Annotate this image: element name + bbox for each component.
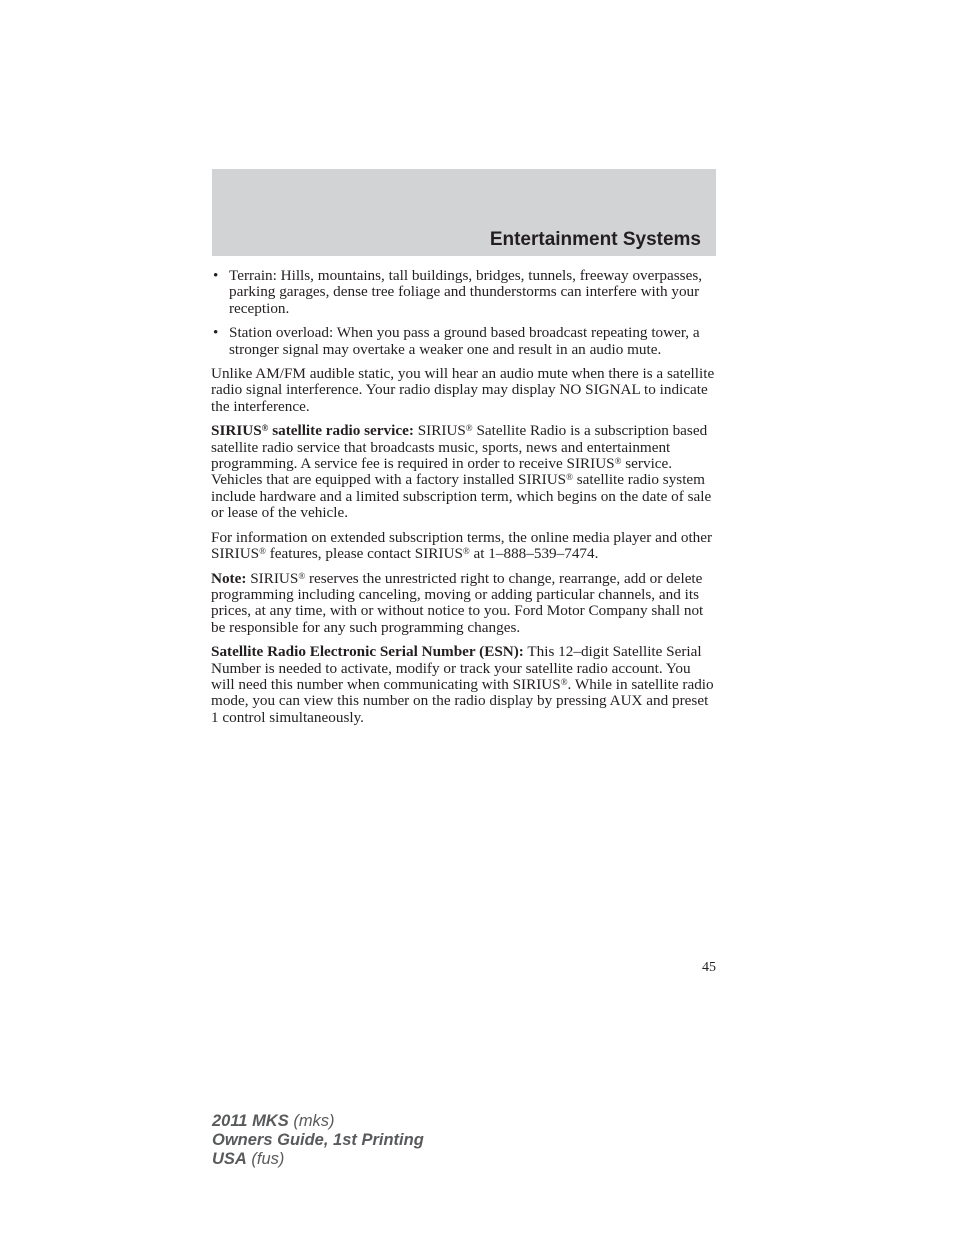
footer-market: USA bbox=[212, 1150, 247, 1168]
paragraph-note bbox=[211, 571, 717, 637]
term-heading bbox=[211, 422, 414, 439]
bullet-list bbox=[211, 268, 717, 358]
paragraph-text: satellite radio system include hardware and a limited subscription term, which begins on the date of sale or lease of the vehicle. bbox=[211, 471, 712, 522]
section-header-band bbox=[212, 169, 716, 256]
list-item bbox=[211, 268, 717, 317]
list-item-text: Station overload: When you pass a ground based broadcast repeating tower, a stronger signal may overtake a weaker one and result in an audio mute. bbox=[229, 324, 700, 358]
paragraph-static bbox=[211, 366, 717, 415]
paragraph-text: . While in satellite radio mode, you can view this number on the radio display by pressing AUX and preset 1 control simultaneously. bbox=[211, 675, 714, 726]
term-text: SIRIUS bbox=[211, 422, 262, 440]
footer-market-code: (fus) bbox=[246, 1150, 285, 1168]
paragraph-text: service. Vehicles that are equipped with a factory installed SIRIUS bbox=[211, 455, 673, 489]
registered-mark: ® bbox=[465, 423, 473, 434]
paragraph-text: at 1–888–539–7474. bbox=[469, 545, 599, 563]
footer-imprint bbox=[212, 1112, 424, 1169]
paragraph-text: Satellite Radio is a subscription based satellite radio service that broadcasts music, sports, news and entertainment programming. A service fee is required in order to receive SIRIUS bbox=[211, 422, 708, 473]
paragraph-text: This 12–digit Satellite Serial Number is needed to activate, modify or track your satellite radio account. You will need this number when communicating with SIRIUS bbox=[211, 643, 702, 693]
paragraph-text: reserves the unrestricted right to change, rearrange, add or delete programming including canceling, moving or adding particular channels, and its prices, at any time, with or without notice to you. Ford Motor Company shall not be responsible for any such programming changes. bbox=[211, 569, 704, 636]
paragraph-sirius-service bbox=[211, 423, 717, 521]
footer-line bbox=[212, 1150, 424, 1169]
paragraph-text: features, please contact SIRIUS bbox=[265, 545, 463, 563]
bullet-icon: • bbox=[213, 324, 219, 342]
registered-mark: ® bbox=[259, 546, 266, 557]
paragraph-info bbox=[211, 530, 717, 563]
paragraph-text: SIRIUS bbox=[413, 422, 466, 440]
registered-mark: ® bbox=[614, 456, 622, 467]
registered-mark: ® bbox=[560, 676, 568, 687]
term-heading: Note: bbox=[211, 569, 247, 587]
footer-printing: Owners Guide, 1st Printing bbox=[212, 1131, 424, 1149]
bullet-icon: • bbox=[213, 267, 219, 284]
paragraph-esn bbox=[211, 644, 717, 726]
footer-line bbox=[212, 1131, 424, 1150]
registered-mark: ® bbox=[298, 570, 306, 581]
section-title: Entertainment Systems bbox=[489, 229, 701, 250]
term-heading: Satellite Radio Electronic Serial Number (ESN): bbox=[211, 643, 524, 661]
registered-mark: ® bbox=[566, 472, 573, 483]
term-text: satellite radio service: bbox=[268, 422, 414, 440]
paragraph-text: For information on extended subscription terms, the online media player and other SIRIUS bbox=[211, 528, 713, 563]
list-item bbox=[211, 325, 717, 358]
paragraph-text: SIRIUS bbox=[246, 569, 299, 587]
footer-model-code: (mks) bbox=[288, 1112, 335, 1130]
page-number: 45 bbox=[702, 960, 716, 975]
registered-mark: ® bbox=[462, 546, 470, 557]
footer-line bbox=[212, 1112, 424, 1131]
footer-model: 2011 MKS bbox=[212, 1112, 289, 1130]
registered-mark: ® bbox=[261, 423, 269, 434]
list-item-text: Terrain: Hills, mountains, tall buildings, bridges, tunnels, freeway overpasses, parking garages, dense tree foliage and thunderstorms can interfere with your reception. bbox=[229, 267, 703, 317]
page-content bbox=[211, 268, 717, 734]
paragraph-text: Unlike AM/FM audible static, you will hear an audio mute when there is a satellite radio signal interference. Your radio display may display NO SIGNAL to indicate the interference. bbox=[211, 365, 715, 415]
